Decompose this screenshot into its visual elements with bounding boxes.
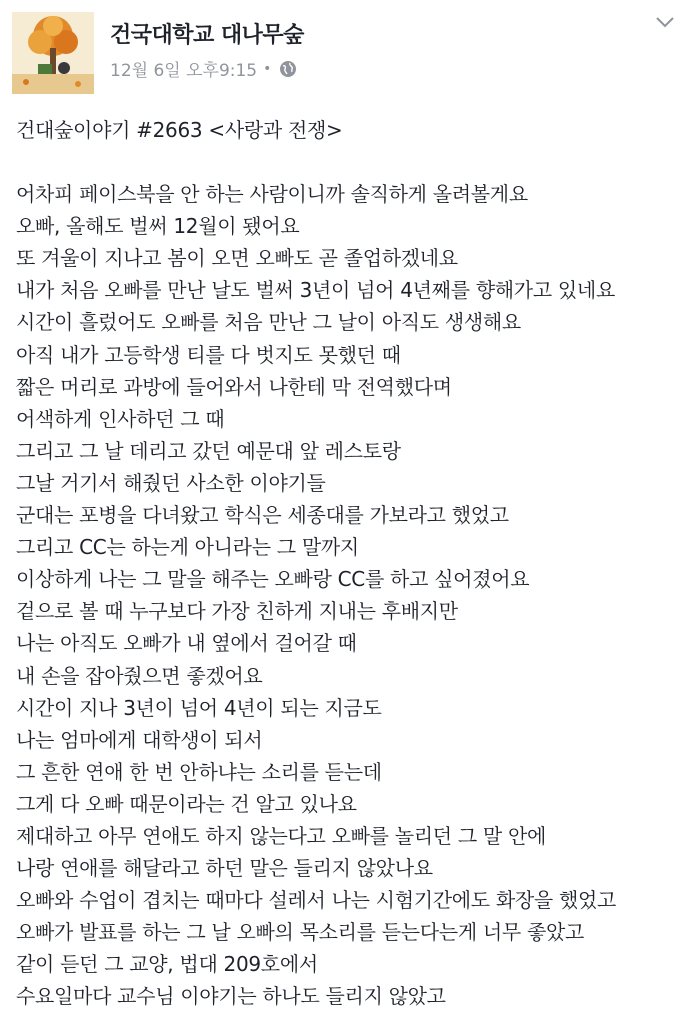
post-line: 어색하게 인사하던 그 때 xyxy=(16,406,225,431)
page-avatar[interactable] xyxy=(12,12,94,94)
post-body xyxy=(16,114,686,1013)
post-line: 겉으로 볼 때 누구보다 가장 친하게 지내는 후배지만 xyxy=(16,599,458,624)
post-line: 제대하고 아무 연애도 하지 않는다고 오빠를 놀리던 그 말 안에 xyxy=(16,823,547,848)
page-name[interactable]: 건국대학교 대나무숲 xyxy=(110,23,304,48)
post-line: 나는 엄마에게 대학생이 되서 xyxy=(16,727,263,752)
post-line: 시간이 지나 3년이 넘어 4년이 되는 지금도 xyxy=(16,695,382,720)
post-line: 오빠와 수업이 겹치는 때마다 설레서 나는 시험기간에도 화장을 했었고 xyxy=(16,888,617,913)
post-line: 내가 처음 오빠를 만난 날도 벌써 3년이 넘어 4년째를 향해가고 있네요 xyxy=(16,278,615,303)
post-line: 그게 다 오빠 때문이라는 건 알고 있나요 xyxy=(16,791,357,816)
post-line: 군대는 포병을 다녀왔고 학식은 세종대를 가보라고 했었고 xyxy=(16,503,509,528)
post-line: 그 흔한 연애 한 번 안하냐는 소리를 듣는데 xyxy=(16,759,382,784)
post-line: 오빠가 발표를 하는 그 날 오빠의 목소리를 듣는다는게 너무 좋았고 xyxy=(16,920,585,945)
post-line: 나랑 연애를 해달라고 하던 말은 들리지 않았나요 xyxy=(16,856,433,881)
post-line: 그리고 그 날 데리고 갔던 예문대 앞 레스토랑 xyxy=(16,438,401,463)
post-timestamp[interactable]: 12월 6일 오후9:15 xyxy=(110,61,258,81)
post-line: 어차피 페이스북을 안 하는 사람이니까 솔직하게 올려볼게요 xyxy=(16,182,528,207)
post-line: 내 손을 잡아줬으면 좋겠어요 xyxy=(16,663,263,688)
meta-separator: • xyxy=(263,60,272,77)
post-title: 건대숲이야기 #2663 <사랑과 전쟁> xyxy=(16,118,343,142)
post-header xyxy=(0,0,690,96)
post-line: 오빠, 올해도 벌써 12월이 됐어요 xyxy=(16,214,300,239)
post-line: 그날 거기서 해줬던 사소한 이야기들 xyxy=(16,470,326,495)
post-line: 같이 듣던 그 교양, 법대 209호에서 xyxy=(16,952,318,977)
post-line: 그리고 CC는 하는게 아니라는 그 말까지 xyxy=(16,535,359,560)
chevron-down-icon[interactable] xyxy=(654,14,676,30)
post-line: 아직 내가 고등학생 티를 다 벗지도 못했던 때 xyxy=(16,342,401,367)
globe-icon[interactable] xyxy=(279,60,297,78)
post-line: 시간이 흘렀어도 오빠를 처음 만난 그 날이 아직도 생생해요 xyxy=(16,310,521,335)
post-meta xyxy=(110,56,297,81)
post-line: 수요일마다 교수님 이야기는 하나도 들리지 않았고 xyxy=(16,984,446,1009)
post-line: 또 겨울이 지나고 봄이 오면 오빠도 곧 졸업하겠네요 xyxy=(16,246,458,271)
post-line: 짧은 머리로 과방에 들어와서 나한테 막 전역했다며 xyxy=(16,374,452,399)
post-line: 이상하게 나는 그 말을 해주는 오빠랑 CC를 하고 싶어졌어요 xyxy=(16,567,530,592)
post-line: 나는 아직도 오빠가 내 옆에서 걸어갈 때 xyxy=(16,631,357,656)
